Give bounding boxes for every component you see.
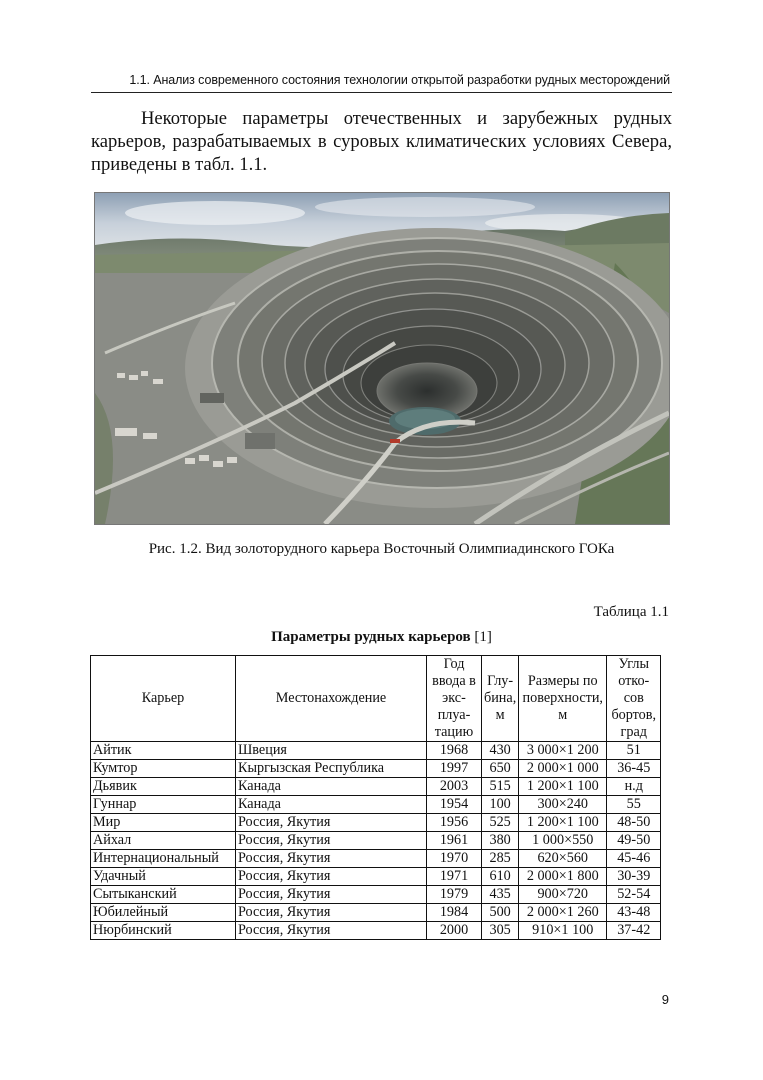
cell-angle: 37-42	[607, 922, 661, 940]
figure-caption: Рис. 1.2. Вид золоторудного карьера Восточный Олимпиадинского ГОКа	[148, 541, 615, 557]
page-number: 9	[661, 992, 669, 1007]
header-year	[427, 656, 482, 742]
cell-year: 1979	[427, 886, 482, 904]
header-year-line: тацию	[434, 724, 474, 740]
running-header: 1.1. Анализ современного состояния технологии открытой разработки рудных месторождений	[129, 73, 670, 87]
cell-depth: 650	[482, 760, 519, 778]
table-row	[91, 850, 661, 868]
params-table	[90, 655, 661, 940]
header-angle	[607, 656, 661, 742]
cell-location: Швеция	[236, 742, 427, 760]
table-row	[91, 778, 661, 796]
cell-quarry: Удачный	[91, 868, 236, 886]
cell-size: 300×240	[519, 796, 607, 814]
header-depth-line: бина,	[484, 690, 517, 706]
cell-angle: 52-54	[607, 886, 661, 904]
cell-year: 1971	[427, 868, 482, 886]
cell-quarry: Юбилейный	[91, 904, 236, 922]
cell-year: 1956	[427, 814, 482, 832]
header-size-line: м	[558, 707, 568, 723]
cell-size: 2 000×1 800	[519, 868, 607, 886]
cell-year: 1961	[427, 832, 482, 850]
cell-location: Россия, Якутия	[236, 922, 427, 940]
cell-angle: 48-50	[607, 814, 661, 832]
cell-depth: 305	[482, 922, 519, 940]
cell-size: 1 000×550	[519, 832, 607, 850]
table-title	[0, 629, 763, 646]
cell-depth: 515	[482, 778, 519, 796]
cell-quarry: Мир	[91, 814, 236, 832]
cell-quarry: Интернациональный	[91, 850, 236, 868]
cell-depth: 525	[482, 814, 519, 832]
table-row	[91, 868, 661, 886]
header-size-line: Размеры по	[527, 673, 598, 689]
cell-size: 620×560	[519, 850, 607, 868]
cell-depth: 435	[482, 886, 519, 904]
table-title-text: Параметры рудных карьеров	[271, 629, 471, 645]
cell-quarry: Гуннар	[91, 796, 236, 814]
cell-location: Россия, Якутия	[236, 850, 427, 868]
cell-location: Россия, Якутия	[236, 904, 427, 922]
table-row	[91, 904, 661, 922]
cell-year: 1984	[427, 904, 482, 922]
cell-location: Россия, Якутия	[236, 886, 427, 904]
quarry-photo	[94, 192, 670, 525]
cell-location: Россия, Якутия	[236, 814, 427, 832]
table-row	[91, 832, 661, 850]
cell-angle: 55	[607, 796, 661, 814]
cell-angle: 43-48	[607, 904, 661, 922]
cell-location: Канада	[236, 796, 427, 814]
header-depth-line: м	[495, 707, 505, 723]
table-row	[91, 886, 661, 904]
cell-quarry: Айхал	[91, 832, 236, 850]
cell-location: Россия, Якутия	[236, 832, 427, 850]
cell-year: 1997	[427, 760, 482, 778]
header-year-line: плуа-	[437, 707, 471, 723]
header-quarry: Карьер	[91, 656, 236, 742]
cell-size: 1 200×1 100	[519, 814, 607, 832]
header-angle-line: град	[620, 724, 647, 740]
header-angle-line: отко-	[618, 673, 650, 689]
cell-size: 1 200×1 100	[519, 778, 607, 796]
cell-location: Кыргызская Республика	[236, 760, 427, 778]
cell-quarry: Кумтор	[91, 760, 236, 778]
table-row	[91, 796, 661, 814]
table-header-row	[91, 656, 661, 742]
cell-angle: 30-39	[607, 868, 661, 886]
header-size-line: поверхности,	[522, 690, 603, 706]
table-row	[91, 814, 661, 832]
cell-year: 2000	[427, 922, 482, 940]
header-depth	[482, 656, 519, 742]
cell-size: 3 000×1 200	[519, 742, 607, 760]
table-row	[91, 742, 661, 760]
cell-angle: 45-46	[607, 850, 661, 868]
cell-location: Россия, Якутия	[236, 868, 427, 886]
cell-quarry: Нюрбинский	[91, 922, 236, 940]
cell-size: 2 000×1 260	[519, 904, 607, 922]
header-year-line: экс-	[442, 690, 466, 706]
header-location: Местонахождение	[236, 656, 427, 742]
cell-year: 2003	[427, 778, 482, 796]
cell-year: 1954	[427, 796, 482, 814]
cell-size: 900×720	[519, 886, 607, 904]
header-depth-line: Глу-	[487, 673, 514, 689]
cell-quarry: Айтик	[91, 742, 236, 760]
cell-size: 2 000×1 000	[519, 760, 607, 778]
header-year-line: ввода в	[432, 673, 476, 689]
intro-paragraph: Некоторые параметры отечественных и зарубежных рудных карьеров, разрабатываемых в суровых климатических условиях Севера, приведены в табл. 1.1.	[91, 108, 672, 175]
table-label: Таблица 1.1	[593, 604, 669, 620]
header-size	[519, 656, 607, 742]
table-title-reference: [1]	[470, 629, 492, 645]
cell-depth: 380	[482, 832, 519, 850]
cell-year: 1968	[427, 742, 482, 760]
header-divider	[91, 92, 672, 93]
cell-angle: 51	[607, 742, 661, 760]
header-angle-line: бортов,	[611, 707, 657, 723]
cell-size: 910×1 100	[519, 922, 607, 940]
cell-depth: 500	[482, 904, 519, 922]
cell-depth: 430	[482, 742, 519, 760]
header-angle-line: сов	[623, 690, 644, 706]
cell-depth: 100	[482, 796, 519, 814]
header-angle-line: Углы	[618, 656, 649, 672]
cell-angle: н.д	[607, 778, 661, 796]
cell-location: Канада	[236, 778, 427, 796]
cell-depth: 285	[482, 850, 519, 868]
table-row	[91, 760, 661, 778]
cell-angle: 36-45	[607, 760, 661, 778]
header-year-line: Год	[443, 656, 465, 672]
cell-quarry: Сытыканский	[91, 886, 236, 904]
cell-year: 1970	[427, 850, 482, 868]
cell-angle: 49-50	[607, 832, 661, 850]
table-row	[91, 922, 661, 940]
cell-quarry: Дьявик	[91, 778, 236, 796]
cell-depth: 610	[482, 868, 519, 886]
